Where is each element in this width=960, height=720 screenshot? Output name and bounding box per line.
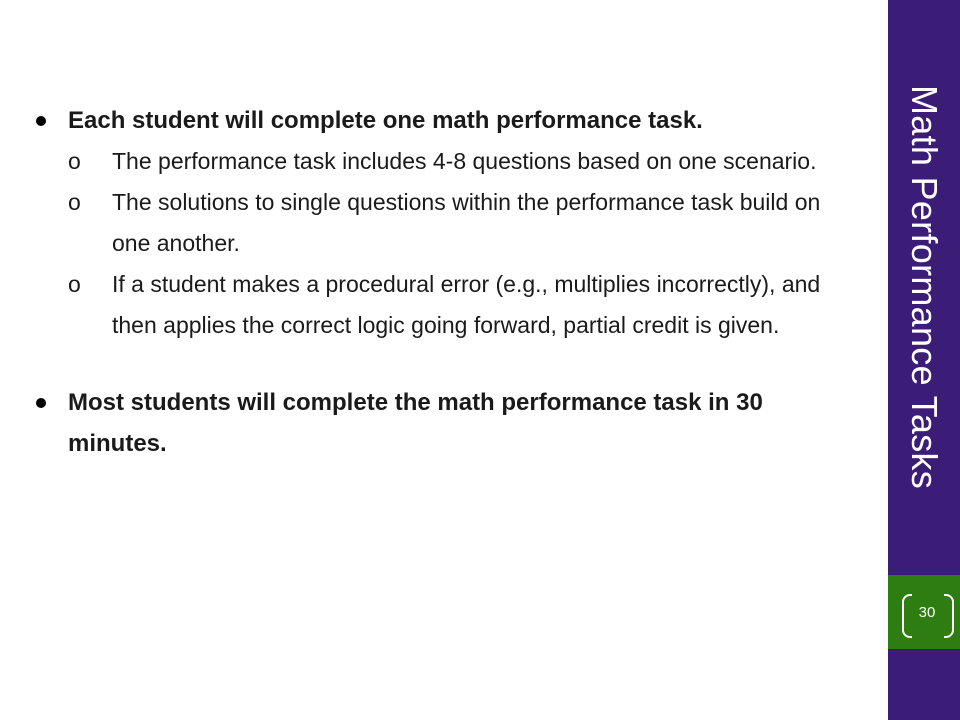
- bracket-left-icon: [902, 594, 912, 638]
- bullet-2: [32, 382, 832, 464]
- bullet-dot-icon: [36, 398, 46, 408]
- page-number: 30: [918, 604, 936, 621]
- sub-bullet-3: [68, 264, 832, 346]
- side-title-container: [888, 0, 960, 575]
- bullet-dot-icon: [36, 116, 46, 126]
- bullet-1-text: Each student will complete one math performance task.: [68, 107, 703, 134]
- sub-bullet-2: [68, 182, 832, 264]
- sub-bullet-marker: o: [68, 148, 81, 174]
- bullet-2-text: Most students will complete the math performance task in 30 minutes.: [68, 389, 763, 457]
- sub-bullet-3-text: If a student makes a procedural error (e.g., multiplies incorrectly), and then applies the correct logic going forward, partial credit is given.: [112, 271, 821, 338]
- sub-bullet-1-text: The performance task includes 4-8 questions based on one scenario.: [112, 148, 817, 174]
- bracket-right-icon: [944, 594, 954, 638]
- slide-body: [32, 100, 832, 464]
- sub-bullet-1: [68, 141, 832, 182]
- bullet-1: [32, 100, 832, 141]
- sub-bullet-marker: o: [68, 271, 81, 297]
- side-title: Math Performance Tasks: [904, 85, 945, 490]
- sub-bullet-2-text: The solutions to single questions within the performance task build on one another.: [112, 189, 821, 256]
- sub-bullet-marker: o: [68, 189, 81, 215]
- bullet-1-sublist: [68, 141, 832, 346]
- spacer: [32, 346, 832, 382]
